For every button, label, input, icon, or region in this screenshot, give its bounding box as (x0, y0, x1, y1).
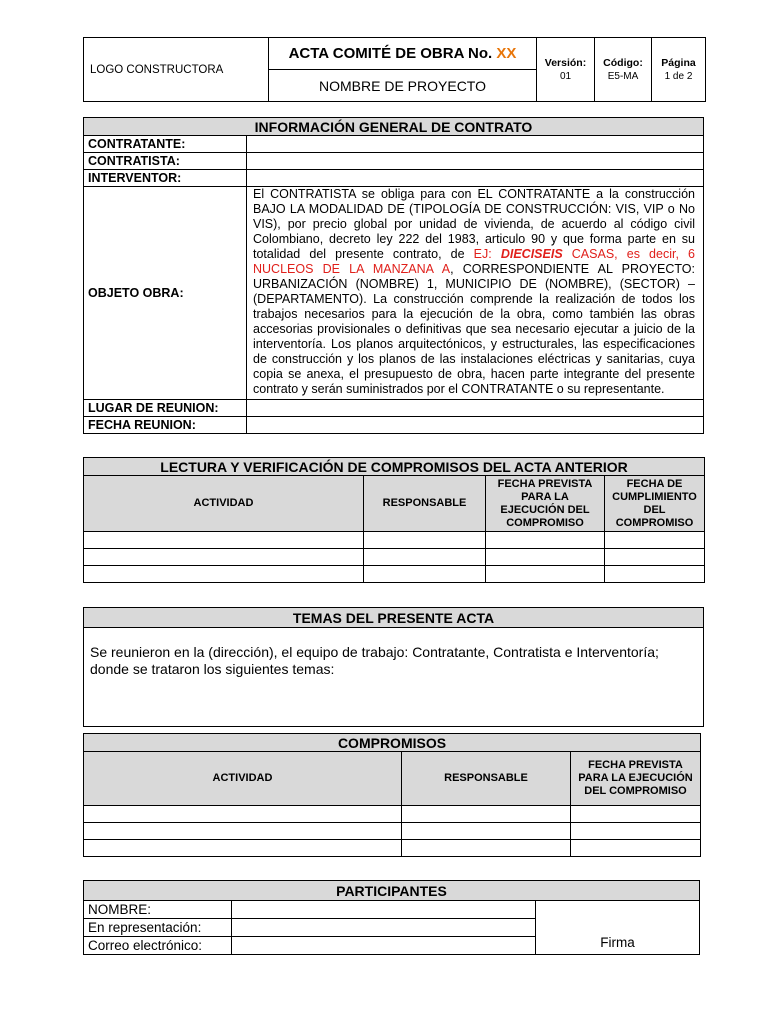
previous-commitments-section (83, 457, 705, 583)
contratante-label: CONTRATANTE: (84, 136, 247, 153)
table-row (84, 823, 701, 840)
table-row (84, 532, 705, 549)
representacion-label: En representación: (84, 919, 232, 937)
nombre-label: NOMBRE: (84, 901, 232, 919)
page-cell: Página 1 de 2 (652, 38, 706, 102)
table-row (84, 840, 701, 857)
previous-commitments-title: LECTURA Y VERIFICACIÓN DE COMPROMISOS DEL ACTA ANTERIOR (84, 458, 705, 476)
correo-label: Correo electrónico: (84, 937, 232, 955)
fecha-field[interactable] (247, 417, 704, 434)
topics-body[interactable]: Se reunieron en la (dirección), el equipo de trabajo: Contratante, Contratista e Interventoría; donde se trataron los siguientes temas: (84, 628, 704, 727)
table-row (84, 566, 705, 583)
version-cell: Versión: 01 (537, 38, 595, 102)
contract-info-section (83, 117, 704, 434)
interventor-field[interactable] (247, 170, 704, 187)
interventor-label: INTERVENTOR: (84, 170, 247, 187)
commitments-title: COMPROMISOS (84, 734, 701, 752)
representacion-field[interactable] (232, 919, 536, 937)
fecha-label: FECHA REUNION: (84, 417, 247, 434)
table-row (84, 806, 701, 823)
participants-section (83, 880, 700, 955)
col-responsable: RESPONSABLE (364, 476, 486, 532)
nombre-field[interactable] (232, 901, 536, 919)
col-fecha-prevista: FECHA PREVISTA PARA LA EJECUCIÓN DEL COMPROMISO (486, 476, 605, 532)
logo-placeholder: LOGO CONSTRUCTORA (84, 38, 269, 102)
objeto-text: El CONTRATISTA se obliga para con EL CONTRATANTE a la construcción BAJO LA MODALIDAD DE (TIPOLOGÍA DE CONSTRUCCIÓN: VIS, VIP o No VIS), por precio global por unidad de vivienda, de acuerdo al código civil Colombiano, decreto ley 222 del 1983, articulo 90 y que forma parte en su totalidad del presente contrato, de EJ: DIECISEIS CASAS, es decir, 6 NUCLEOS DE LA MANZANA A, CORRESPONDIENTE AL PROYECTO: URBANIZACIÓN (NOMBRE) 1, MUNICIPIO DE (NOMBRE), (SECTOR) – (DEPARTAMENTO). La construcción comprende la realización de todos los trabajos necesarios para la ejecución de la obra, como también las obras accesorias provisionales o definitivas que sea necesario ejecutar a juicio de la interventoría. Los planos arquitectónicos, y estructurales, las especificaciones de construcción y los planos de las instalaciones eléctricas y sanitarias, cuya copia se anexa, el presupuesto de obra, hacen parte integrante del presente contrato y serán suministrados por el CONTRATANTE o su representante. (247, 187, 704, 400)
lugar-label: LUGAR DE REUNION: (84, 400, 247, 417)
col-responsable: RESPONSABLE (402, 752, 571, 806)
lugar-field[interactable] (247, 400, 704, 417)
col-fecha-prevista: FECHA PREVISTA PARA LA EJECUCIÓN DEL COMPROMISO (571, 752, 701, 806)
project-name: NOMBRE DE PROYECTO (269, 70, 537, 102)
document-header (83, 37, 705, 102)
document-title: ACTA COMITÉ DE OBRA No. XX (269, 38, 537, 70)
code-cell: Código: E5-MA (595, 38, 652, 102)
contratante-field[interactable] (247, 136, 704, 153)
col-actividad: ACTIVIDAD (84, 752, 402, 806)
commitments-section (83, 733, 701, 857)
contract-info-title: INFORMACIÓN GENERAL DE CONTRATO (84, 118, 704, 136)
contratista-label: CONTRATISTA: (84, 153, 247, 170)
topics-title: TEMAS DEL PRESENTE ACTA (84, 608, 704, 628)
participants-title: PARTICIPANTES (84, 881, 700, 901)
table-row (84, 549, 705, 566)
col-fecha-cumplimiento: FECHA DE CUMPLIMIENTO DEL COMPROMISO (605, 476, 705, 532)
contratista-field[interactable] (247, 153, 704, 170)
objeto-label: OBJETO OBRA: (84, 187, 247, 400)
signature-box[interactable]: Firma (536, 901, 700, 955)
topics-section (83, 607, 704, 727)
correo-field[interactable] (232, 937, 536, 955)
col-actividad: ACTIVIDAD (84, 476, 364, 532)
act-number: XX (496, 45, 517, 62)
